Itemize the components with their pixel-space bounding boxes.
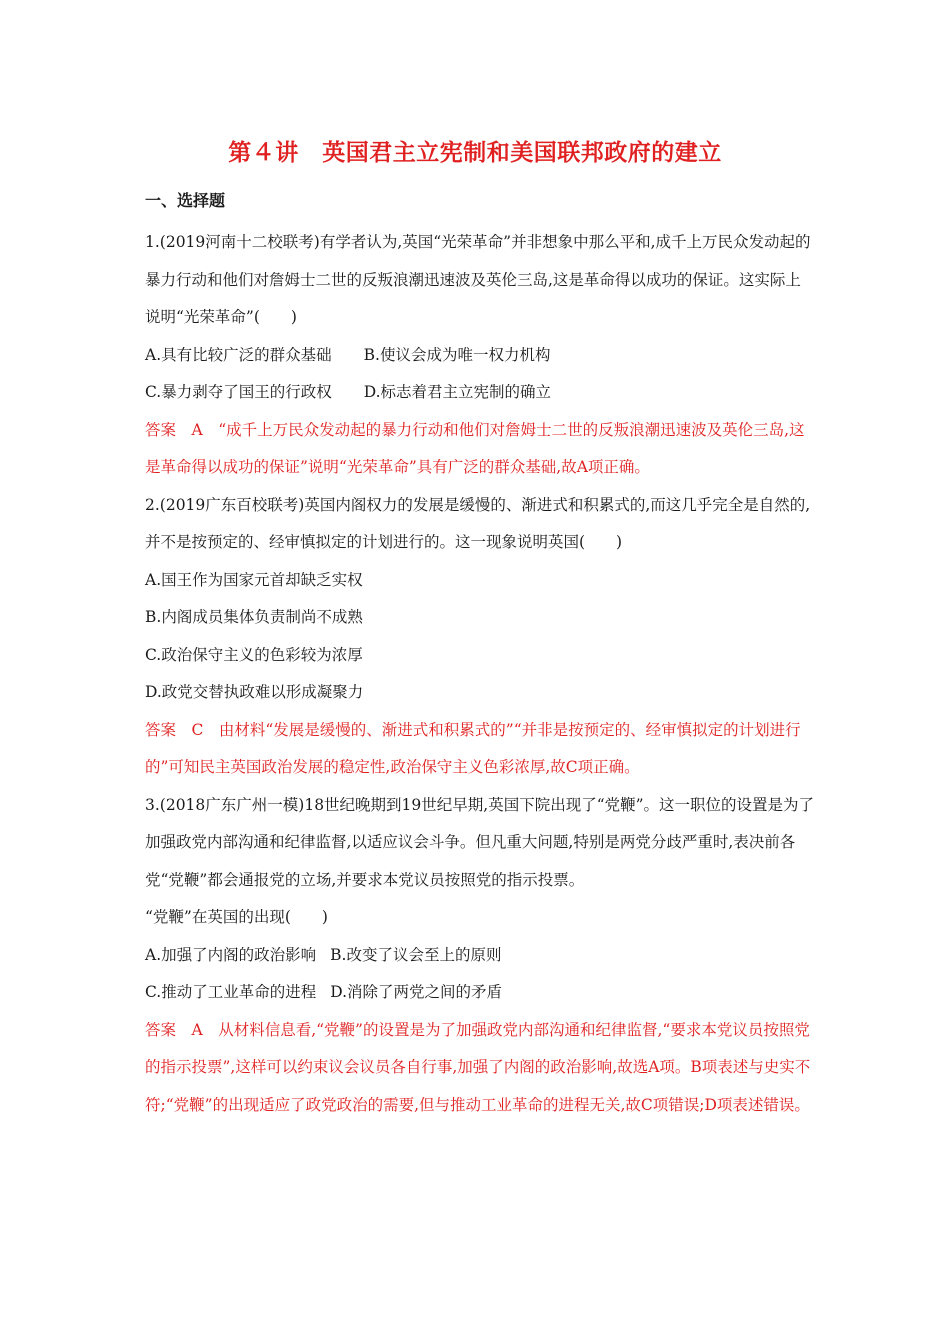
question-1-answer: 答案 A “成千上万民众发动起的暴力行动和他们对詹姆士二世的反叛浪潮迅速波及英伦三岛,这是革命得以成功的保证”说明“光荣革命”具有广泛的群众基础,故A项正确。 [145, 420, 805, 476]
question-1-stem: 1.(2019河南十二校联考)有学者认为,英国“光荣革命”并非想象中那么平和,成千上万民众发动起的暴力行动和他们对詹姆士二世的反叛浪潮迅速波及英伦三岛,这是革命得以成功的保证。这实际上说明“光荣革命”( ) [145, 233, 811, 326]
question-3-answer: 答案 A 从材料信息看,“党鞭”的设置是为了加强政党内部沟通和纪律监督,“要求本党议员按照党的指示投票”,这样可以约束议会议员各自行事,加强了内阁的政治影响,故选A项。B项表述与史实不符;“党鞭”的出现适应了政党政治的需要,但与推动工业革命的进程无关,故C项错误;D项表述错误。 [145, 1020, 811, 1114]
question-3-options-row-2 [145, 974, 815, 1012]
question-1-option-a: A.具有比较广泛的群众基础 [145, 345, 332, 364]
question-2-stem: 2.(2019广东百校联考)英国内阁权力的发展是缓慢的、渐进式和积累式的,而这几乎完全是自然的,并不是按预定的、经审慎拟定的计划进行的。这一现象说明英国( ) [145, 495, 811, 551]
question-1-options-row-2 [145, 374, 815, 412]
question-3-option-c: C.推动了工业革命的进程 [145, 983, 317, 1001]
question-3-option-b: B.改变了议会至上的原则 [330, 945, 502, 964]
question-1-option-b: B.使议会成为唯一权力机构 [363, 345, 551, 364]
question-2-option-a: A.国王作为国家元首却缺乏实权 [145, 570, 363, 589]
question-2-option-c: C.政治保守主义的色彩较为浓厚 [145, 645, 363, 664]
question-3-option-d: D.消除了两党之间的矛盾 [330, 983, 503, 1001]
question-3-options-row-1 [145, 937, 815, 975]
question-1-option-c: C.暴力剥夺了国王的行政权 [145, 383, 332, 401]
question-2-option-b: B.内阁成员集体负责制尚不成熟 [145, 608, 363, 626]
question-1-options-row-1 [145, 337, 815, 375]
page-title: 第４讲 英国君主立宪制和美国联邦政府的建立 [228, 140, 722, 166]
section-heading: 一、选择题 [145, 191, 226, 210]
question-1-option-d: D.标志着君主立宪制的确立 [363, 383, 552, 401]
question-2-answer: 答案 C 由材料“发展是缓慢的、渐进式和积累式的”“并非是按预定的、经审慎拟定的计划进行的”可知民主英国政治发展的稳定性,政治保守主义色彩浓厚,故C项正确。 [145, 720, 801, 776]
question-3-prompt: “党鞭”在英国的出现( ) [145, 908, 328, 926]
question-3-stem: 3.(2018广东广州一模)18世纪晚期到19世纪早期,英国下院出现了“党鞭”。这一职位的设置是为了加强政党内部沟通和纪律监督,以适应议会斗争。但凡重大问题,特别是两党分歧严重时,表决前各党“党鞭”都会通报党的立场,并要求本党议员按照党的指示投票。 [145, 795, 815, 889]
question-list [145, 224, 815, 1124]
question-3-option-a: A.加强了内阁的政治影响 [145, 945, 317, 964]
question-2-option-d: D.政党交替执政难以形成凝聚力 [145, 683, 364, 701]
